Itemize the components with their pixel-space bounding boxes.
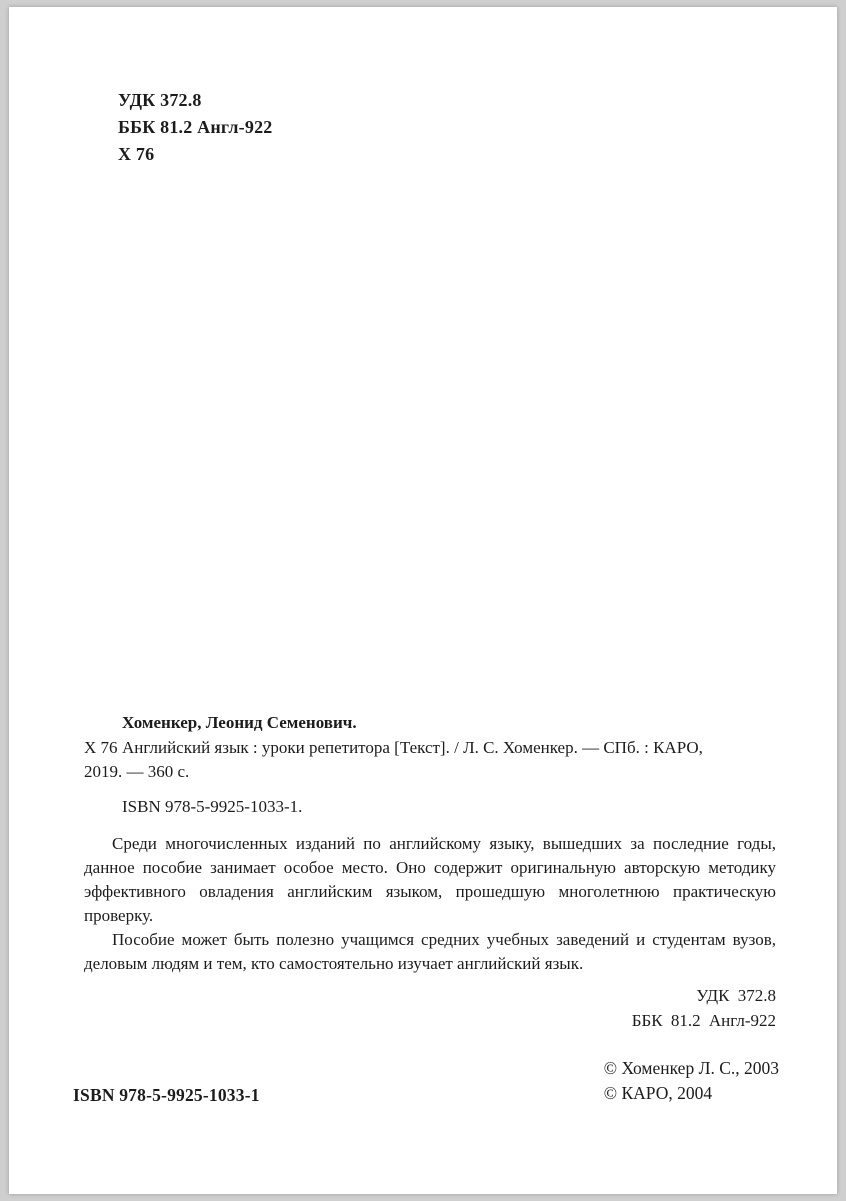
udk-code-right: УДК 372.8 <box>696 986 776 1005</box>
book-code: Х 76 <box>118 144 155 164</box>
footer <box>73 1056 779 1106</box>
copyright-author: © Хоменкер Л. С., 2003 <box>603 1058 779 1078</box>
catalog-entry-text: Английский язык : уроки репетитора [Текст]. / Л. С. Хоменкер. — СПб. : КАРО, <box>122 738 703 757</box>
catalog-entry-line1 <box>84 736 776 760</box>
catalog-entry-line2: 2019. — 360 с. <box>84 762 190 781</box>
classification-header <box>118 87 272 168</box>
copyright-publisher: © КАРО, 2004 <box>603 1083 713 1103</box>
udk-code: УДК 372.8 <box>118 90 202 110</box>
author-name: Хоменкер, Леонид Семенович. <box>122 713 357 732</box>
bbk-code: ББК 81.2 Англ-922 <box>118 117 273 137</box>
copyright-block <box>604 1056 779 1106</box>
annotation-paragraph-1: Среди многочисленных изданий по английскому языку, вышедших за последние годы, данное пособие занимает особое место. Оно содержит оригинальную авторскую методику эффективного овладения английским языком, прошедшую многолетнюю практическую проверку. <box>84 834 776 925</box>
classification-footer <box>84 983 776 1033</box>
bbk-code-right: ББК 81.2 Англ-922 <box>631 1011 776 1030</box>
bibliographic-block <box>84 711 776 1033</box>
catalog-entry-code: Х 76 <box>84 738 118 757</box>
isbn-catalog-line: ISBN 978-5-9925-1033-1. <box>122 797 303 816</box>
book-imprint-page <box>9 7 837 1194</box>
isbn-footer: ISBN 978-5-9925-1033-1 <box>73 1085 260 1105</box>
annotation-paragraph-2: Пособие может быть полезно учащимся средних учебных заведений и студентам вузов, деловым людям и тем, кто самостоятельно изучает английский язык. <box>84 930 776 973</box>
